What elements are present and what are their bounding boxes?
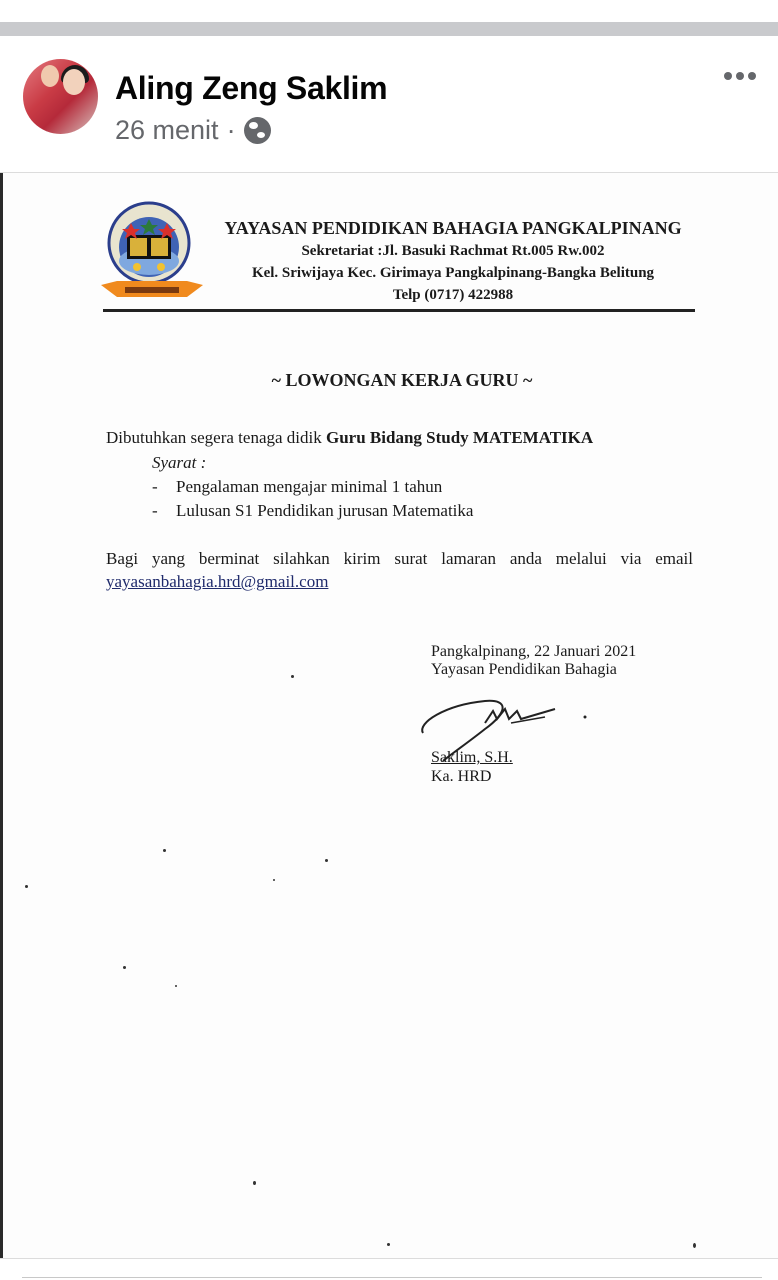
letterhead-address-1: Sekretariat :Jl. Basuki Rachmat Rt.005 Rw.002	[301, 243, 605, 259]
signer-role: Ka. HRD	[431, 768, 492, 785]
letterhead-phone: Telp (0717) 422988	[392, 287, 514, 303]
signing-organization: Yayasan Pendidikan Bahagia	[431, 661, 617, 678]
paper-speck	[163, 849, 166, 852]
letterhead-address-2: Kel. Sriwijaya Kec. Girimaya Pangkalpinang-Bangka Belitung	[251, 265, 655, 281]
application-instructions: Bagi yang berminat silahkan kirim surat lamaran anda melalui via email	[106, 549, 693, 568]
requirement-text: Pengalaman mengajar minimal 1 tahun	[176, 477, 443, 496]
requirement-item	[152, 477, 442, 497]
foundation-logo	[97, 201, 207, 303]
intro-text	[106, 428, 593, 448]
bullet-dash: -	[152, 477, 158, 496]
paper-speck	[693, 1243, 696, 1248]
avatar[interactable]	[23, 59, 98, 134]
paper-speck	[25, 885, 28, 888]
feed-separator-bar	[0, 22, 778, 36]
post-author-name[interactable]: Aling Zeng Saklim	[115, 70, 388, 106]
paper-speck	[175, 985, 177, 987]
paper-speck	[123, 966, 126, 969]
requirements-label: Syarat :	[152, 453, 207, 472]
paper-speck	[325, 859, 328, 862]
post-meta	[115, 115, 271, 146]
avatar-face	[63, 69, 85, 95]
meta-separator: ·	[226, 115, 236, 145]
divider	[0, 1258, 778, 1259]
requirement-text: Lulusan S1 Pendidikan jurusan Matematika	[176, 501, 474, 520]
letterhead-org-name: YAYASAN PENDIDIKAN BAHAGIA PANGKALPINANG	[224, 218, 682, 238]
intro-position: Guru Bidang Study MATEMATIKA	[326, 428, 594, 447]
more-dot-icon	[724, 72, 732, 80]
bullet-dash: -	[152, 501, 158, 520]
paper-speck	[291, 675, 294, 678]
avatar-face	[41, 65, 59, 87]
place-date: Pangkalpinang, 22 Januari 2021	[431, 643, 637, 660]
globe-icon[interactable]	[244, 117, 271, 144]
post-time[interactable]: 26 menit	[115, 115, 219, 145]
more-dot-icon	[748, 72, 756, 80]
paper-speck	[387, 1243, 390, 1246]
requirement-item	[152, 501, 473, 521]
more-dot-icon	[736, 72, 744, 80]
contact-email-link[interactable]: yayasanbahagia.hrd@gmail.com	[106, 572, 329, 591]
divider	[22, 1277, 762, 1278]
letterhead-rule	[103, 309, 695, 312]
signer-name: Saklim, S.H.	[431, 749, 513, 766]
letter-title: ~ LOWONGAN KERJA GURU ~	[271, 370, 533, 390]
job-vacancy-letter	[3, 173, 778, 1258]
intro-prefix: Dibutuhkan segera tenaga didik	[106, 428, 326, 447]
paper-speck	[253, 1181, 256, 1185]
paper-speck	[273, 879, 275, 881]
more-options-button[interactable]	[724, 72, 756, 80]
post-photo[interactable]	[0, 173, 778, 1258]
